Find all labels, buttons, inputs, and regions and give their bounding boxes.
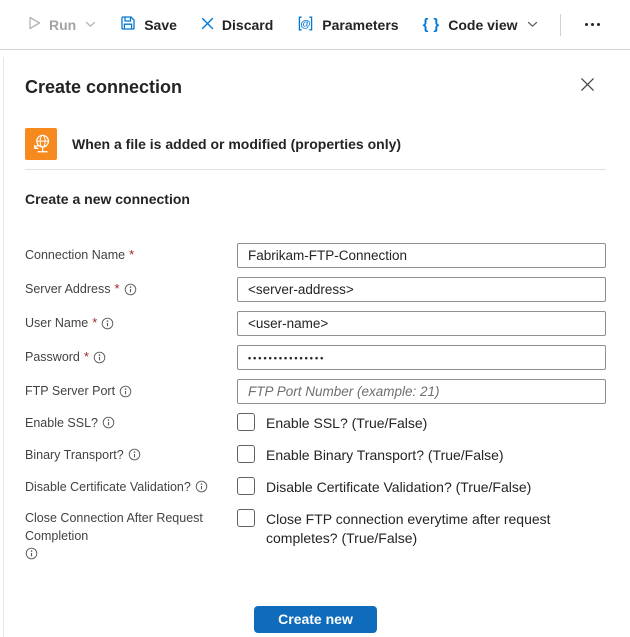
ftp-connector-icon <box>25 128 57 160</box>
info-icon[interactable] <box>93 351 106 364</box>
field-row-password <box>25 345 606 370</box>
info-icon[interactable] <box>128 448 141 461</box>
code-view-label: Code view <box>448 16 518 33</box>
run-button[interactable] <box>16 7 108 43</box>
server-address-input[interactable] <box>237 277 606 302</box>
panel-left-edge <box>3 57 4 637</box>
enable-ssl-checkbox-label: Enable SSL? (True/False) <box>266 415 428 431</box>
play-icon <box>28 16 41 33</box>
binary-transport-checkbox-label: Enable Binary Transport? (True/False) <box>266 446 504 463</box>
info-icon[interactable] <box>101 317 114 330</box>
required-marker: * <box>92 315 98 331</box>
chevron-down-icon <box>85 21 96 28</box>
connection-name-label: Connection Name * <box>25 243 237 268</box>
create-new-button[interactable]: Create new <box>254 606 377 633</box>
toolbar-separator <box>560 14 561 36</box>
parameters-icon <box>297 15 314 35</box>
save-icon <box>120 15 136 34</box>
close-connection-checkbox-label: Close FTP connection everytime after request completes? (True/False) <box>266 510 551 546</box>
enable-ssl-checkbox[interactable] <box>237 413 255 431</box>
parameters-label: Parameters <box>322 16 399 33</box>
code-view-button[interactable] <box>411 7 550 43</box>
discard-button[interactable] <box>189 7 285 43</box>
run-label: Run <box>49 16 77 33</box>
info-icon[interactable] <box>119 385 132 398</box>
trigger-title: When a file is added or modified (properties only) <box>72 136 402 152</box>
password-input[interactable] <box>237 345 606 370</box>
field-row-connection-name <box>25 243 606 268</box>
ftp-server-port-label: FTP Server Port <box>25 379 237 404</box>
close-connection-label: Close Connection After Request Completion <box>25 509 237 560</box>
close-panel-button[interactable] <box>576 76 598 98</box>
parameters-button[interactable] <box>285 7 410 43</box>
field-row-disable-cert-validation <box>25 477 606 497</box>
field-row-user-name <box>25 311 606 336</box>
binary-transport-label: Binary Transport? <box>25 445 237 465</box>
more-commands-button[interactable] <box>571 7 614 43</box>
connection-form <box>25 243 606 633</box>
user-name-label: User Name * <box>25 311 237 336</box>
create-connection-panel <box>0 76 630 633</box>
trigger-header <box>25 128 606 160</box>
curly-braces-icon: { } <box>422 16 441 33</box>
info-icon[interactable] <box>25 547 38 560</box>
required-marker: * <box>129 247 135 263</box>
field-row-close-connection <box>25 509 606 560</box>
discard-label: Discard <box>221 16 274 33</box>
disable-cert-validation-checkbox-label: Disable Certificate Validation? (True/False) <box>266 478 532 495</box>
command-bar <box>0 0 630 50</box>
enable-ssl-label: Enable SSL? <box>25 413 237 433</box>
user-name-input[interactable] <box>237 311 606 336</box>
field-row-ftp-server-port <box>25 379 606 404</box>
connection-name-input[interactable] <box>237 243 606 268</box>
chevron-down-icon <box>527 21 538 28</box>
field-row-binary-transport <box>25 445 606 465</box>
binary-transport-checkbox[interactable] <box>237 445 255 463</box>
svg-text:@: @ <box>300 17 311 30</box>
save-label: Save <box>144 16 177 33</box>
disable-cert-validation-label: Disable Certificate Validation? <box>25 477 237 497</box>
info-icon[interactable] <box>124 283 137 296</box>
page-title: Create connection <box>25 76 183 97</box>
close-connection-checkbox[interactable] <box>237 509 255 527</box>
ftp-port-input[interactable] <box>237 379 606 404</box>
required-marker: * <box>114 281 120 297</box>
info-icon[interactable] <box>102 416 115 429</box>
server-address-label: Server Address * <box>25 277 237 302</box>
section-title: Create a new connection <box>25 191 190 207</box>
required-marker: * <box>83 349 89 365</box>
divider <box>25 169 606 170</box>
close-icon <box>580 77 595 97</box>
field-row-enable-ssl <box>25 413 606 433</box>
discard-x-icon <box>201 17 214 33</box>
ellipsis-icon <box>585 23 588 26</box>
disable-cert-validation-checkbox[interactable] <box>237 477 255 495</box>
password-label: Password * <box>25 345 237 370</box>
info-icon[interactable] <box>195 480 208 493</box>
save-button[interactable] <box>108 7 189 43</box>
field-row-server-address <box>25 277 606 302</box>
